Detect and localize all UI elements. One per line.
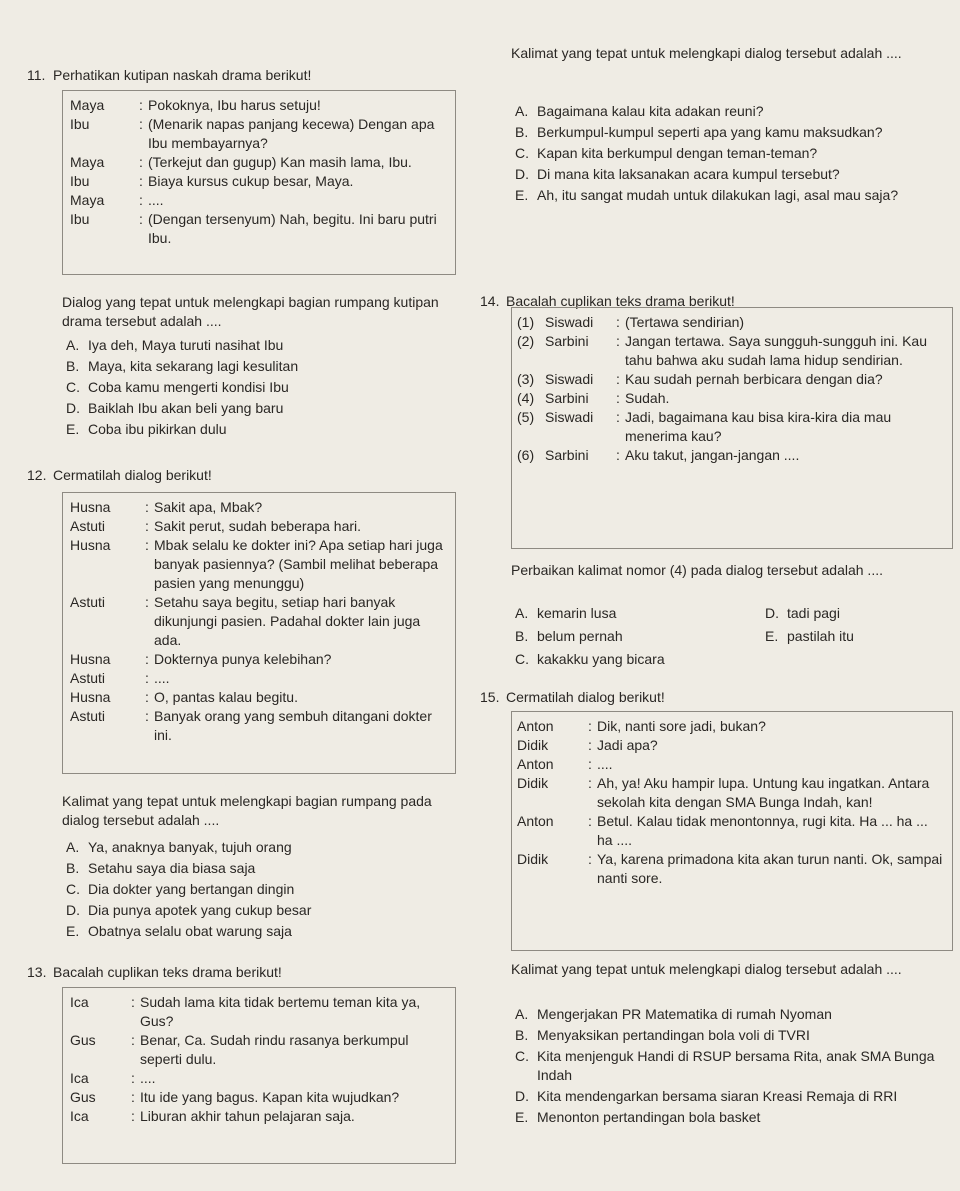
dialog-line [70, 191, 450, 210]
dialog-line [70, 993, 450, 1031]
speaker-name: Sarbini [545, 333, 589, 349]
speaker-name: Husna [70, 537, 111, 553]
dialog-line [70, 593, 450, 650]
option-a[interactable]: A. Ya, anaknya banyak, tujuh orang [66, 839, 292, 855]
q15-options [515, 1005, 945, 1129]
q11-number: 11. [27, 67, 46, 83]
option-d[interactable]: D. Kita mendengarkan bersama siaran Kreasi Remaja di RRI [515, 1088, 898, 1104]
dialog-text: O, pantas kalau begitu. [154, 689, 298, 705]
option-c[interactable]: C. Kapan kita berkumpul dengan teman-teman? [515, 145, 818, 161]
speaker-separator: : [145, 518, 149, 534]
q15-number: 15. [480, 689, 500, 705]
speaker-separator: : [145, 670, 149, 686]
dialog-line [70, 1107, 450, 1126]
speaker-name: Didik [517, 851, 549, 867]
option-c[interactable]: C. kakakku yang bicara [515, 651, 665, 667]
dialog-text: Sudah. [625, 390, 670, 406]
dialog-text: Pokoknya, Ibu harus setuju! [148, 97, 321, 113]
speaker-separator: : [588, 718, 592, 734]
speaker-separator: : [139, 192, 143, 208]
dialog-text: Kau sudah pernah berbicara dengan dia? [625, 371, 883, 387]
q11-prompt: Perhatikan kutipan naskah drama berikut! [53, 67, 312, 83]
q13-question: Kalimat yang tepat untuk melengkapi dialog tersebut adalah .... [511, 45, 902, 61]
dialog-line [70, 1088, 450, 1107]
dialog-text: Benar, Ca. Sudah rindu rasanya berkumpul seperti dulu. [140, 1032, 409, 1067]
q13-header [27, 963, 477, 982]
speaker-name: Sarbini [545, 447, 589, 463]
speaker-separator: : [131, 1108, 135, 1124]
speaker-name: Anton [517, 756, 554, 772]
dialog-text: Mbak selalu ke dokter ini? Apa setiap hari juga banyak pasiennya? (Sambil melihat beberapa pasien yang menunggu) [154, 537, 443, 591]
option-a[interactable]: A. Bagaimana kalau kita adakan reuni? [515, 103, 764, 119]
option-b[interactable]: B. Berkumpul-kumpul seperti apa yang kamu maksudkan? [515, 124, 883, 140]
q15-question: Kalimat yang tepat untuk melengkapi dialog tersebut adalah .... [511, 961, 902, 977]
speaker-separator: : [131, 994, 135, 1010]
speaker-separator: : [145, 537, 149, 553]
q12-question: Kalimat yang tepat untuk melengkapi bagian rumpang pada dialog tersebut adalah .... [62, 793, 432, 828]
q14-dialog [517, 313, 945, 465]
dialog-text: (Dengan tersenyum) Nah, begitu. Ini baru putri Ibu. [148, 211, 437, 246]
speaker-separator: : [139, 211, 143, 227]
speaker-name: Astuti [70, 670, 106, 686]
speaker-name: Gus [70, 1032, 96, 1048]
dialog-text: Dik, nanti sore jadi, bukan? [597, 718, 766, 734]
q14-option-row [515, 627, 945, 648]
speaker-separator: : [139, 154, 143, 170]
speaker-name: Ibu [70, 211, 90, 227]
dialog-text: Sakit apa, Mbak? [154, 499, 263, 515]
q13-options [515, 102, 945, 207]
q12-options [66, 838, 466, 943]
q12-header [27, 466, 477, 485]
q14-prompt: Bacalah cuplikan teks drama berikut! [506, 293, 735, 309]
line-number: (3) [517, 371, 535, 387]
speaker-separator: : [616, 447, 620, 463]
option-d[interactable]: D. Dia punya apotek yang cukup besar [66, 902, 312, 918]
speaker-separator: : [145, 651, 149, 667]
dialog-text: Betul. Kalau tidak menontonnya, rugi kita. Ha ... ha ... ha .... [597, 813, 928, 848]
dialog-text: (Terkejut dan gugup) Kan masih lama, Ibu. [148, 154, 412, 170]
option-e[interactable]: E. pastilah itu [765, 628, 854, 644]
dialog-line [517, 850, 945, 888]
dialog-line [517, 408, 945, 446]
option-a[interactable]: A. kemarin lusa [515, 605, 617, 621]
dialog-text: .... [148, 192, 164, 208]
q12-number: 12. [27, 467, 47, 483]
dialog-text: Ah, ya! Aku hampir lupa. Untung kau ingatkan. Antara sekolah kita dengan SMA Bunga Indah, kan! [597, 775, 930, 810]
option-e[interactable]: E. Ah, itu sangat mudah untuk dilakukan lagi, asal mau saja? [515, 187, 899, 203]
dialog-text: Liburan akhir tahun pelajaran saja. [140, 1108, 355, 1124]
q13-prompt: Bacalah cuplikan teks drama berikut! [53, 964, 282, 980]
speaker-name: Astuti [70, 518, 106, 534]
q14-options [515, 604, 945, 671]
speaker-separator: : [145, 689, 149, 705]
speaker-name: Gus [70, 1089, 96, 1105]
dialog-text: Itu ide yang bagus. Kapan kita wujudkan? [140, 1089, 400, 1105]
q15-header [480, 688, 940, 707]
speaker-separator: : [616, 409, 620, 425]
speaker-name: Husna [70, 651, 111, 667]
dialog-line [517, 370, 945, 389]
speaker-separator: : [588, 775, 592, 791]
dialog-text: Jadi apa? [597, 737, 658, 753]
dialog-line [70, 153, 450, 172]
line-number: (1) [517, 314, 535, 330]
q14-option-row [515, 604, 945, 625]
dialog-text: Sakit perut, sudah beberapa hari. [154, 518, 362, 534]
dialog-line [70, 707, 450, 745]
speaker-name: Maya [70, 154, 105, 170]
dialog-text: Ya, karena primadona kita akan turun nanti. Ok, sampai nanti sore. [597, 851, 943, 886]
option-e[interactable]: E. Obatnya selalu obat warung saja [66, 923, 292, 939]
speaker-separator: : [145, 499, 149, 515]
speaker-separator: : [145, 594, 149, 610]
option-b[interactable]: B. Setahu saya dia biasa saja [66, 860, 256, 876]
dialog-text: Jadi, bagaimana kau bisa kira-kira dia mau menerima kau? [625, 409, 892, 444]
dialog-text: .... [154, 670, 170, 686]
option-c[interactable]: C. Coba kamu mengerti kondisi Ibu [66, 379, 289, 395]
line-number: (6) [517, 447, 535, 463]
speaker-name: Siswadi [545, 314, 594, 330]
speaker-separator: : [139, 173, 143, 189]
dialog-line [517, 774, 945, 812]
speaker-name: Maya [70, 97, 105, 113]
dialog-line [70, 172, 450, 191]
speaker-name: Ica [70, 1108, 89, 1124]
line-number: (5) [517, 409, 535, 425]
option-a[interactable]: A. Mengerjakan PR Matematika di rumah Nyoman [515, 1006, 832, 1022]
dialog-line [70, 115, 450, 153]
dialog-line [70, 1031, 450, 1069]
speaker-separator: : [131, 1070, 135, 1086]
dialog-text: Setahu saya begitu, setiap hari banyak dikunjungi pasien. Padahal dokter lain juga ada. [154, 594, 421, 648]
speaker-name: Ica [70, 1070, 89, 1086]
speaker-name: Husna [70, 499, 111, 515]
speaker-separator: : [616, 314, 620, 330]
dialog-text: .... [140, 1070, 156, 1086]
option-b[interactable]: B. belum pernah [515, 628, 623, 644]
option-b[interactable]: B. Menyaksikan pertandingan bola voli di TVRI [515, 1027, 810, 1043]
speaker-separator: : [588, 813, 592, 829]
dialog-line [517, 736, 945, 755]
option-b[interactable]: B. Maya, kita sekarang lagi kesulitan [66, 358, 299, 374]
speaker-separator: : [131, 1032, 135, 1048]
line-number: (2) [517, 333, 535, 349]
q11-header [27, 66, 477, 85]
option-d[interactable]: D. Di mana kita laksanakan acara kumpul tersebut? [515, 166, 840, 182]
q12-prompt: Cermatilah dialog berikut! [53, 467, 212, 483]
q13-dialog [70, 993, 450, 1126]
speaker-name: Astuti [70, 708, 106, 724]
dialog-line [70, 517, 450, 536]
speaker-separator: : [588, 756, 592, 772]
dialog-line [517, 332, 945, 370]
q12-dialog [70, 498, 450, 745]
speaker-name: Ica [70, 994, 89, 1010]
q15-dialog [517, 717, 945, 888]
q14-question: Perbaikan kalimat nomor (4) pada dialog tersebut adalah .... [511, 562, 883, 578]
speaker-name: Ibu [70, 173, 90, 189]
dialog-text: Biaya kursus cukup besar, Maya. [148, 173, 354, 189]
dialog-line [517, 812, 945, 850]
dialog-line [517, 755, 945, 774]
dialog-text: Banyak orang yang sembuh ditangani dokter ini. [154, 708, 432, 743]
q11-dialog [70, 96, 450, 248]
q13-number: 13. [27, 964, 47, 980]
dialog-line [70, 688, 450, 707]
speaker-name: Husna [70, 689, 111, 705]
dialog-text: (Tertawa sendirian) [625, 314, 745, 330]
speaker-separator: : [131, 1089, 135, 1105]
line-number: (4) [517, 390, 535, 406]
q15-prompt: Cermatilah dialog berikut! [506, 689, 665, 705]
speaker-name: Sarbini [545, 390, 589, 406]
dialog-line [70, 650, 450, 669]
dialog-text: (Menarik napas panjang kecewa) Dengan apa Ibu membayarnya? [148, 116, 435, 151]
dialog-text: Aku takut, jangan-jangan .... [625, 447, 800, 463]
dialog-line [517, 717, 945, 736]
speaker-separator: : [588, 851, 592, 867]
speaker-separator: : [616, 390, 620, 406]
dialog-line [70, 498, 450, 517]
speaker-name: Ibu [70, 116, 90, 132]
dialog-text: Dokternya punya kelebihan? [154, 651, 332, 667]
option-d[interactable]: D. tadi pagi [765, 605, 840, 621]
dialog-line [70, 669, 450, 688]
speaker-name: Didik [517, 737, 549, 753]
speaker-name: Anton [517, 813, 554, 829]
q11-options [66, 336, 466, 441]
dialog-line [517, 313, 945, 332]
dialog-line [70, 210, 450, 248]
option-a[interactable]: A. Iya deh, Maya turuti nasihat Ibu [66, 337, 284, 353]
option-c[interactable]: C. Kita menjenguk Handi di RSUP bersama Rita, anak SMA Bunga Indah [515, 1048, 935, 1083]
q11-question: Dialog yang tepat untuk melengkapi bagian rumpang kutipan drama tersebut adalah .... [62, 294, 439, 329]
speaker-name: Didik [517, 775, 549, 791]
speaker-name: Siswadi [545, 409, 594, 425]
speaker-separator: : [616, 371, 620, 387]
dialog-text: .... [597, 756, 613, 772]
speaker-separator: : [588, 737, 592, 753]
dialog-text: Jangan tertawa. Saya sungguh-sungguh ini. Kau tahu bahwa aku sudah lama hidup sendirian. [625, 333, 927, 368]
option-e[interactable]: E. Menonton pertandingan bola basket [515, 1109, 761, 1125]
option-c[interactable]: C. Dia dokter yang bertangan dingin [66, 881, 295, 897]
speaker-separator: : [139, 116, 143, 132]
speaker-separator: : [616, 333, 620, 349]
speaker-name: Anton [517, 718, 554, 734]
dialog-line [70, 96, 450, 115]
option-d[interactable]: D. Baiklah Ibu akan beli yang baru [66, 400, 284, 416]
dialog-text: Sudah lama kita tidak bertemu teman kita ya, Gus? [140, 994, 421, 1029]
speaker-separator: : [145, 708, 149, 724]
speaker-separator: : [139, 97, 143, 113]
q14-number: 14. [480, 293, 500, 309]
speaker-name: Siswadi [545, 371, 594, 387]
speaker-name: Astuti [70, 594, 106, 610]
dialog-line [517, 389, 945, 408]
speaker-name: Maya [70, 192, 105, 208]
dialog-line [70, 536, 450, 593]
dialog-line [70, 1069, 450, 1088]
dialog-line [517, 446, 945, 465]
option-e[interactable]: E. Coba ibu pikirkan dulu [66, 421, 227, 437]
